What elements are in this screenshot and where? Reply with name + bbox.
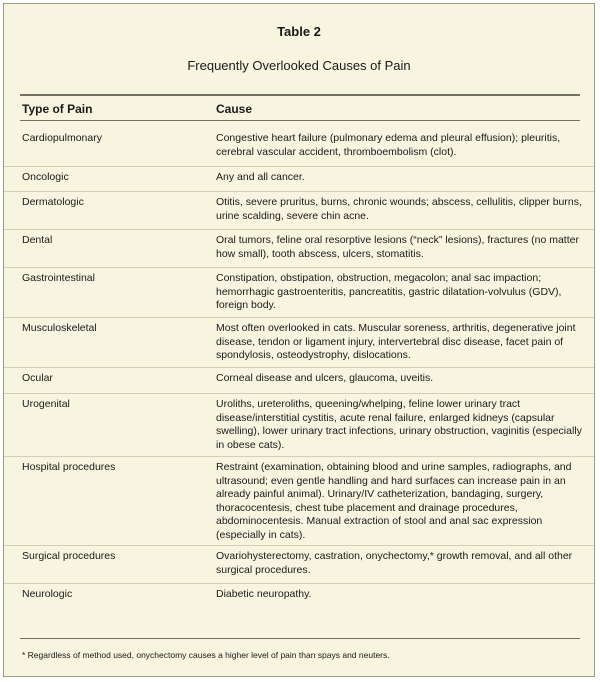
row-cause: Uroliths, ureteroliths, queening/whelping, feline lower urinary tract disease/interstitial cystitis, acute renal failure, enlarged kidneys (capsular swelling), lower urinary tract infections, urinary obstruction, vaginitis (especially in obese cats).: [216, 398, 582, 451]
row-type: Oncologic: [22, 171, 69, 183]
table-row: [4, 368, 594, 394]
row-cause: Any and all cancer.: [216, 171, 305, 183]
header-rule: [20, 120, 580, 121]
row-type: Gastrointestinal: [22, 272, 95, 284]
row-cause: Restraint (examination, obtaining blood and urine samples, radiographs, and ultrasound; even gentle handling and hard surfaces can increase pain in an already painful animal). Urinary/IV catheterization, bandaging, surgery, thoracocentesis, chest tube placement and drainage procedures, abdominocentesis. Manual extraction of stool and anal sac expression (especially in cats).: [216, 461, 572, 541]
table-row: [4, 546, 594, 584]
row-type: Surgical procedures: [22, 550, 116, 562]
row-type: Neurologic: [22, 588, 73, 600]
table-title: Frequently Overlooked Causes of Pain: [187, 58, 411, 73]
table-row: [4, 318, 594, 368]
footnote: * Regardless of method used, onychectomy causes a higher level of pain than spays and neuters.: [22, 650, 390, 660]
table-row: [4, 584, 594, 614]
table-row: [4, 192, 594, 230]
table-row: [4, 230, 594, 268]
header-cause: Cause: [216, 102, 253, 116]
table-number: Table 2: [277, 24, 321, 39]
row-type: Dermatologic: [22, 196, 84, 208]
bottom-rule: [20, 638, 580, 639]
top-rule: [20, 94, 580, 96]
row-cause: Corneal disease and ulcers, glaucoma, uveitis.: [216, 372, 434, 384]
row-cause: Constipation, obstipation, obstruction, megacolon; anal sac impaction; hemorrhagic gastroenteritis, pancreatitis, gastric dilatation-volvulus (GDV), foreign body.: [216, 272, 562, 311]
row-cause: Otitis, severe pruritus, burns, chronic wounds; abscess, cellulitis, clipper burns, urine scalding, severe chin acne.: [216, 196, 582, 222]
table-row: [4, 268, 594, 318]
row-type: Urogenital: [22, 398, 70, 410]
row-type: Cardiopulmonary: [22, 132, 102, 144]
row-cause: Ovariohysterectomy, castration, onychectomy,* growth removal, and all other surgical procedures.: [216, 550, 573, 576]
table-row: [4, 128, 594, 167]
table-body: [4, 128, 594, 614]
row-cause: Oral tumors, feline oral resorptive lesions (“neck” lesions), fractures (no matter how small), tooth abscess, ulcers, stomatitis.: [216, 234, 579, 260]
row-cause: Most often overlooked in cats. Muscular soreness, arthritis, degenerative joint disease, tendon or ligament injury, intervertebral disc disease, facet pain of spondylosis, osteodystrophy, dislocations.: [216, 322, 576, 361]
table-row: [4, 457, 594, 546]
row-type: Dental: [22, 234, 53, 246]
row-cause: Congestive heart failure (pulmonary edema and pleural effusion); pleuritis, cerebral vascular accident, thromboembolism (clot).: [216, 132, 561, 158]
row-type: Hospital procedures: [22, 461, 116, 473]
row-type: Musculoskeletal: [22, 322, 97, 334]
table-row: [4, 394, 594, 457]
table-row: [4, 167, 594, 192]
header-type-of-pain: Type of Pain: [22, 102, 93, 116]
row-cause: Diabetic neuropathy.: [216, 588, 312, 600]
row-type: Ocular: [22, 372, 53, 384]
table-panel: [3, 3, 595, 677]
